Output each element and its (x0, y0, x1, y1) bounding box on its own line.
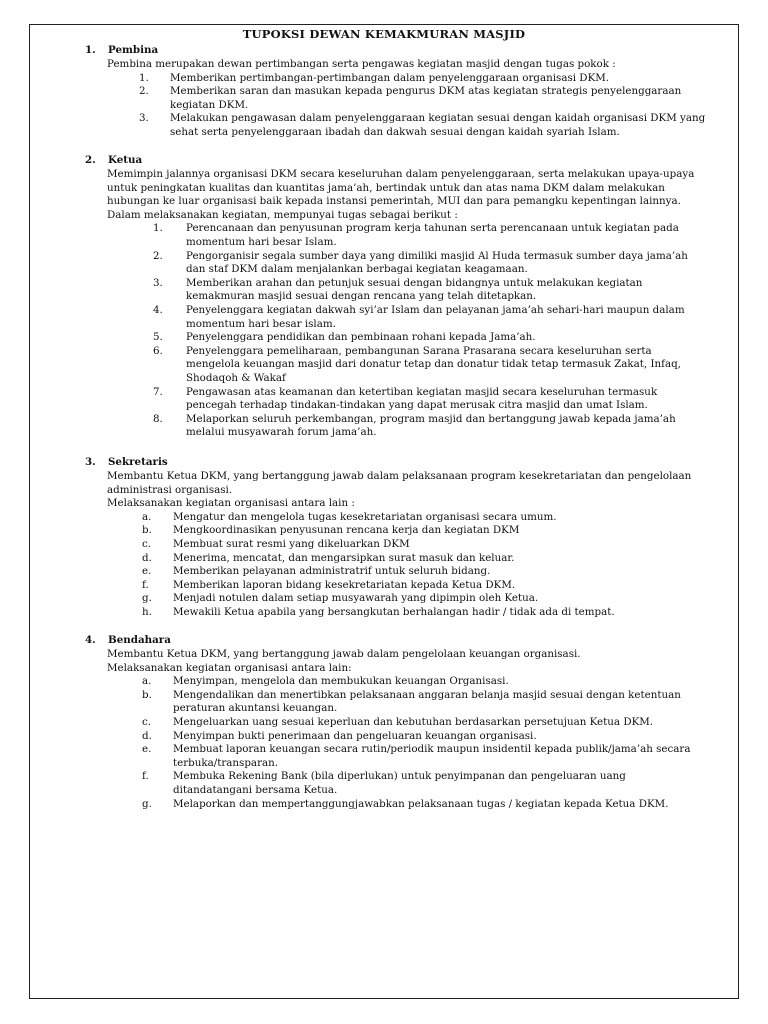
list-item (30, 345, 738, 386)
list-item (30, 222, 738, 249)
list-item (30, 798, 738, 812)
task-list (30, 511, 738, 620)
list-item-text: Pengorganisir segala sumber daya yang dimiliki masjid Al Huda termasuk sumber daya jama’ah dan staf DKM dalam menjalankan berbagai kegiatan keagamaan. (186, 249, 688, 276)
list-item-text: Mengendalikan dan menertibkan pelaksanaan anggaran belanja masjid sesuai dengan ketentuan peraturan akuntansi keuangan. (173, 688, 681, 715)
list-marker: a. (142, 510, 152, 523)
section-paragraph: Melaksanakan kegiatan organisasi antara lain: (107, 661, 352, 674)
section-title: Bendahara (108, 634, 171, 646)
list-item (30, 250, 738, 277)
list-item (30, 592, 738, 606)
section-sekretaris (30, 456, 738, 620)
list-marker: 8. (153, 412, 163, 425)
list-marker: 4. (153, 303, 163, 316)
list-item-text: Melaporkan seluruh perkembangan, program masjid dan bertanggung jawab kepada jama’ah melalui musyawarah forum jama’ah. (186, 412, 676, 439)
list-item-text: Mengkoordinasikan penyusunan rencana kerja dan kegiatan DKM (173, 524, 520, 537)
section-heading (30, 634, 738, 648)
list-marker: 7. (153, 385, 163, 398)
section-number: 2. (85, 154, 96, 166)
list-item-text: Memberikan pelayanan administratrif untuk seluruh bidang. (173, 565, 491, 578)
list-item (30, 304, 738, 331)
list-marker: b. (142, 688, 152, 701)
list-marker: g. (142, 797, 152, 810)
list-marker: e. (142, 565, 152, 578)
list-item (30, 730, 738, 744)
task-list (30, 222, 738, 440)
list-item-text: Mengeluarkan uang sesuai keperluan dan kebutuhan berdasarkan persetujuan Ketua DKM. (173, 715, 654, 728)
list-marker: 6. (153, 344, 163, 357)
section-paragraph: Dalam melaksanakan kegiatan, mempunyai tugas sebagai berikut : (107, 208, 458, 221)
list-marker: 1. (153, 222, 163, 235)
list-item-text: Perencanaan dan penyusunan program kerja tahunan serta perencanaan untuk kegiatan pada momentum hari besar Islam. (186, 222, 679, 248)
list-item-text: Penyelenggara kegiatan dakwah syi’ar Islam dan pelayanan jama’ah sehari-hari maupun dalam momentum hari besar islam. (186, 303, 685, 330)
section-heading (30, 154, 738, 168)
list-item-text: Melakukan pengawasan dalam penyelenggaraan kegiatan sesuai dengan kaidah organisasi DKM yang sehat serta penyelenggaraan ibadah dan dakwah sesuai dengan kaidah syariah Islam. (170, 112, 706, 138)
section-paragraph: Melaksanakan kegiatan organisasi antara lain : (107, 497, 355, 510)
section-paragraph: Membantu Ketua DKM, yang bertanggung jawab dalam pengelolaan keuangan organisasi. (107, 648, 581, 660)
list-marker: 5. (153, 331, 163, 344)
list-marker: 3. (139, 112, 149, 125)
list-item (30, 770, 738, 797)
list-marker: e. (142, 743, 152, 756)
list-item-text: Menyimpan bukti penerimaan dan pengeluaran keuangan organisasi. (173, 729, 537, 742)
section-paragraph: Membantu Ketua DKM, yang bertanggung jawab dalam pelaksanaan program kesekretariatan dan pengelolaan administrasi organisasi. (107, 470, 692, 496)
section-ketua (30, 154, 738, 440)
section-title: Ketua (108, 154, 143, 166)
list-item (30, 565, 738, 579)
section-heading (30, 456, 738, 470)
task-list (30, 72, 738, 140)
list-item-text: Memberikan saran dan masukan kepada pengurus DKM atas kegiatan strategis penyelenggaraan kegiatan DKM. (170, 85, 682, 111)
document-title: TUPOKSI DEWAN KEMAKMURAN MASJID (242, 27, 526, 41)
list-item-text: Mewakili Ketua apabila yang bersangkutan berhalangan hadir / tidak ada di tempat. (173, 605, 615, 618)
section-heading (30, 44, 738, 58)
section-pembina (30, 44, 738, 140)
list-item-text: Menerima, mencatat, dan mengarsipkan surat masuk dan keluar. (173, 551, 515, 564)
list-marker: 2. (153, 249, 163, 262)
list-marker: b. (142, 524, 152, 537)
list-item (30, 675, 738, 689)
list-item (30, 277, 738, 304)
list-marker: 2. (139, 85, 149, 98)
task-list (30, 675, 738, 811)
list-item (30, 413, 738, 440)
list-item (30, 72, 738, 86)
list-marker: h. (142, 605, 152, 618)
section-number: 1. (85, 44, 96, 56)
list-item-text: Membuat surat resmi yang dikeluarkan DKM (173, 537, 410, 550)
list-item-text: Membuat laporan keuangan secara rutin/periodik maupun insidentil kepada publik/jama’ah secara terbuka/transparan. (173, 743, 691, 769)
list-item (30, 716, 738, 730)
list-item (30, 743, 738, 770)
list-marker: 1. (139, 71, 149, 84)
list-item (30, 511, 738, 525)
list-item (30, 689, 738, 716)
list-item-text: Membuka Rekening Bank (bila diperlukan) untuk penyimpanan dan pengeluaran uang ditandatangani bersama Ketua. (173, 770, 626, 796)
section-number: 3. (85, 456, 96, 468)
section-title: Pembina (108, 44, 159, 56)
list-marker: a. (142, 675, 152, 688)
document-page (29, 24, 739, 999)
list-item-text: Memberikan arahan dan petunjuk sesuai dengan bidangnya untuk melakukan kegiatan kemakmuran masjid sesuai dengan rencana yang telah ditetapkan. (186, 276, 643, 303)
list-marker: 3. (153, 276, 163, 289)
list-marker: g. (142, 592, 152, 605)
list-marker: f. (142, 770, 149, 783)
list-item (30, 112, 738, 139)
list-item (30, 524, 738, 538)
list-item (30, 538, 738, 552)
list-item (30, 552, 738, 566)
list-item-text: Memberikan laporan bidang kesekretariatan kepada Ketua DKM. (173, 578, 516, 591)
list-item (30, 579, 738, 593)
list-marker: c. (142, 537, 152, 550)
section-paragraph: Pembina merupakan dewan pertimbangan serta pengawas kegiatan masjid dengan tugas pokok : (107, 58, 616, 70)
list-item-text: Memberikan pertimbangan-pertimbangan dalam penyelenggaraan organisasi DKM. (170, 71, 610, 84)
section-paragraph: Memimpin jalannya organisasi DKM secara keseluruhan dalam penyelenggaraan, serta melakukan upaya-upaya untuk peningkatan kualitas dan kuantitas jama’ah, bertindak untuk dan atas nama DKM dalam melakukan hubungan ke luar organisasi baik kepada instansi pemerintah, MUI dan para pemangku kepentingan lainnya. (107, 168, 695, 208)
list-item-text: Penyelenggara pemeliharaan, pembangunan Sarana Prasarana secara keseluruhan serta mengelola keuangan masjid dari donatur tetap dan donatur tidak tetap termasuk Zakat, Infaq, Shodaqoh & Wakaf (186, 344, 681, 384)
list-item (30, 331, 738, 345)
list-marker: d. (142, 551, 152, 564)
list-item-text: Penyelenggara pendidikan dan pembinaan rohani kepada Jama’ah. (186, 331, 536, 344)
section-bendahara (30, 634, 738, 811)
list-item-text: Menyimpan, mengelola dan membukukan keuangan Organisasi. (173, 675, 509, 688)
list-item-text: Menjadi notulen dalam setiap musyawarah yang dipimpin oleh Ketua. (173, 592, 539, 605)
list-item (30, 386, 738, 413)
list-item (30, 85, 738, 112)
list-marker: f. (142, 578, 149, 591)
list-marker: d. (142, 729, 152, 742)
section-number: 4. (85, 634, 96, 646)
list-item-text: Pengawasan atas keamanan dan ketertiban kegiatan masjid secara keseluruhan termasuk pencegah terhadap tindakan-tindakan yang dapat merusak citra masjid dan umat Islam. (186, 385, 658, 412)
list-item-text: Mengatur dan mengelola tugas kesekretariatan organisasi secara umum. (173, 510, 557, 523)
list-item-text: Melaporkan dan mempertanggungjawabkan pelaksanaan tugas / kegiatan kepada Ketua DKM. (173, 797, 669, 810)
section-title: Sekretaris (108, 456, 168, 468)
list-item (30, 606, 738, 620)
list-marker: c. (142, 715, 152, 728)
